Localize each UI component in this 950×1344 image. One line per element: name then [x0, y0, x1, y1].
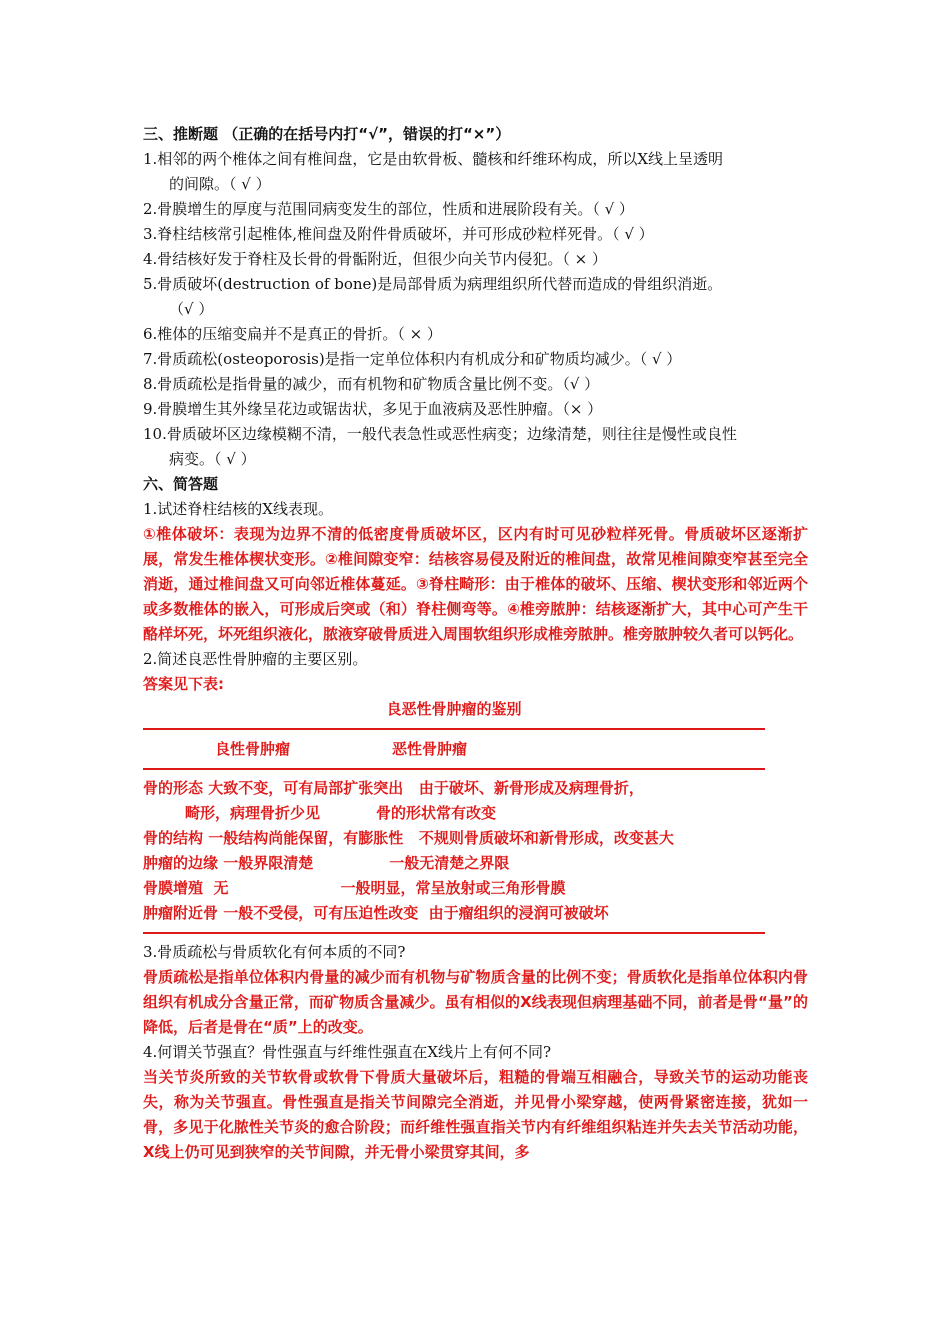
answer-4: 当关节炎所致的关节软骨或软骨下骨质大量破坏后，粗糙的骨端互相融合，导致关节的运动功能丧失，称为关节强直。骨性强直是指关节间隙完全消逝，并见骨小梁穿越，使两骨紧密连接，犹如一骨，多见于化脓性关节炎的愈合阶段；而纤维性强直指关节内有纤维组织粘连并失去关节活动功能，X线上仍可见到狭窄的关节间隙，并无骨小梁贯穿其间，多 — [143, 1068, 808, 1161]
col-benign-header: 良性骨肿瘤 — [215, 740, 291, 758]
tf-item-2: 2.骨膜增生的厚度与范围同病变发生的部位，性质和进展阶段有关。（ √ ） — [143, 200, 634, 218]
tf-item-10-cont: 病变。（ √ ） — [169, 450, 256, 468]
table-cell-malignant: 一般无清楚之界限 — [389, 854, 510, 872]
question-3: 3.骨质疏松与骨质软化有何本质的不同? — [143, 943, 406, 961]
true-false-list — [143, 147, 808, 472]
table-row-periosteum — [143, 876, 808, 901]
document-page — [143, 122, 808, 1165]
tf-item-5-cont: （√ ） — [169, 300, 214, 318]
section-6-heading: 六、简答题 — [143, 475, 219, 493]
table-cell-benign: 肿瘤的边缘 一般界限清楚 — [143, 854, 314, 872]
comparison-table — [143, 697, 808, 934]
table-bottom-rule — [143, 932, 765, 934]
table-row-structure: 骨的结构 一般结构尚能保留，有膨胀性 不规则骨质破坏和新骨形成，改变甚大 — [143, 829, 674, 847]
col-malignant-header: 恶性骨肿瘤 — [392, 740, 468, 758]
tf-item-4: 4.骨结核好发于脊柱及长骨的骨骺附近，但很少向关节内侵犯。（ × ） — [143, 250, 607, 268]
section-3-heading: 三、推断题 （正确的在括号内打“√”，错误的打“×”） — [143, 125, 511, 143]
tf-item-1: 1.相邻的两个椎体之间有椎间盘，它是由软骨板、髓核和纤维环构成，所以X线上呈透明 — [143, 150, 723, 168]
table-cell-benign: 骨膜增殖 无 — [143, 879, 229, 897]
question-4: 4.何谓关节强直？骨性强直与纤维性强直在X线片上有何不同? — [143, 1043, 552, 1061]
table-cell-malignant: 一般明显，常呈放射或三角形骨膜 — [340, 879, 566, 897]
table-row-adjacent-bone: 肿瘤附近骨 一般不受侵，可有压迫性改变 由于瘤组织的浸润可被破坏 — [143, 904, 609, 922]
tf-item-7: 7.骨质疏松(osteoporosis)是指一定单位体积内有机成分和矿物质均减少。（ √ ） — [143, 350, 682, 368]
table-top-rule — [143, 728, 765, 730]
table-title: 良恶性骨肿瘤的鉴别 — [386, 700, 522, 718]
table-cell-benign: 畸形，病理骨折少见 — [185, 804, 321, 822]
question-2: 2.简述良恶性骨肿瘤的主要区别。 — [143, 650, 368, 668]
table-cell-malignant: 骨的形状常有改变 — [376, 804, 497, 822]
tf-item-3: 3.脊柱结核常引起椎体,椎间盘及附件骨质破坏，并可形成砂粒样死骨。（ √ ） — [143, 225, 654, 243]
table-header-row — [143, 736, 808, 762]
tf-item-9: 9.骨膜增生其外缘呈花边或锯齿状，多见于血液病及恶性肿瘤。（× ） — [143, 400, 603, 418]
answer-1: ①椎体破坏：表现为边界不清的低密度骨质破坏区，区内有时可见砂粒样死骨。骨质破坏区逐渐扩展，常发生椎体楔状变形。②椎间隙变窄：结核容易侵及附近的椎间盘，故常见椎间隙变窄甚至完全消逝，通过椎间盘又可向邻近椎体蔓延。③脊柱畸形：由于椎体的破坏、压缩、楔状变形和邻近两个或多数椎体的嵌入，可形成后突或（和）脊柱侧弯等。④椎旁脓肿：结核逐渐扩大，其中心可产生干酪样坏死，坏死组织液化，脓液穿破骨质进入周围软组织形成椎旁脓肿。椎旁脓肿较久者可以钙化。 — [143, 525, 808, 643]
question-1: 1.试述脊柱结核的X线表现。 — [143, 500, 333, 518]
tf-item-8: 8.骨质疏松是指骨量的减少，而有机物和矿物质含量比例不变。（√ ） — [143, 375, 600, 393]
tf-item-10: 10.骨质破坏区边缘模糊不清，一般代表急性或恶性病变；边缘清楚，则往往是慢性或良性 — [143, 425, 737, 443]
answer-3: 骨质疏松是指单位体积内骨量的减少而有机物与矿物质含量的比例不变；骨质软化是指单位体积内骨组织有机成分含量正常，而矿物质含量减少。虽有相似的X线表现但病理基础不同，前者是骨“量”的降低，后者是骨在“质”上的改变。 — [143, 968, 808, 1036]
table-row-shape-cont — [143, 801, 808, 826]
answer-2-intro: 答案见下表: — [143, 675, 224, 693]
tf-item-1-cont: 的间隙。（ √ ） — [169, 175, 271, 193]
table-header-rule — [143, 768, 765, 770]
table-row-border — [143, 851, 808, 876]
table-row-shape: 骨的形态 大致不变，可有局部扩张突出 由于破坏、新骨形成及病理骨折， — [143, 779, 644, 797]
tf-item-5: 5.骨质破坏(destruction of bone)是局部骨质为病理组织所代替而造成的骨组织消逝。 — [143, 275, 723, 293]
tf-item-6: 6.椎体的压缩变扁并不是真正的骨折。（ × ） — [143, 325, 442, 343]
